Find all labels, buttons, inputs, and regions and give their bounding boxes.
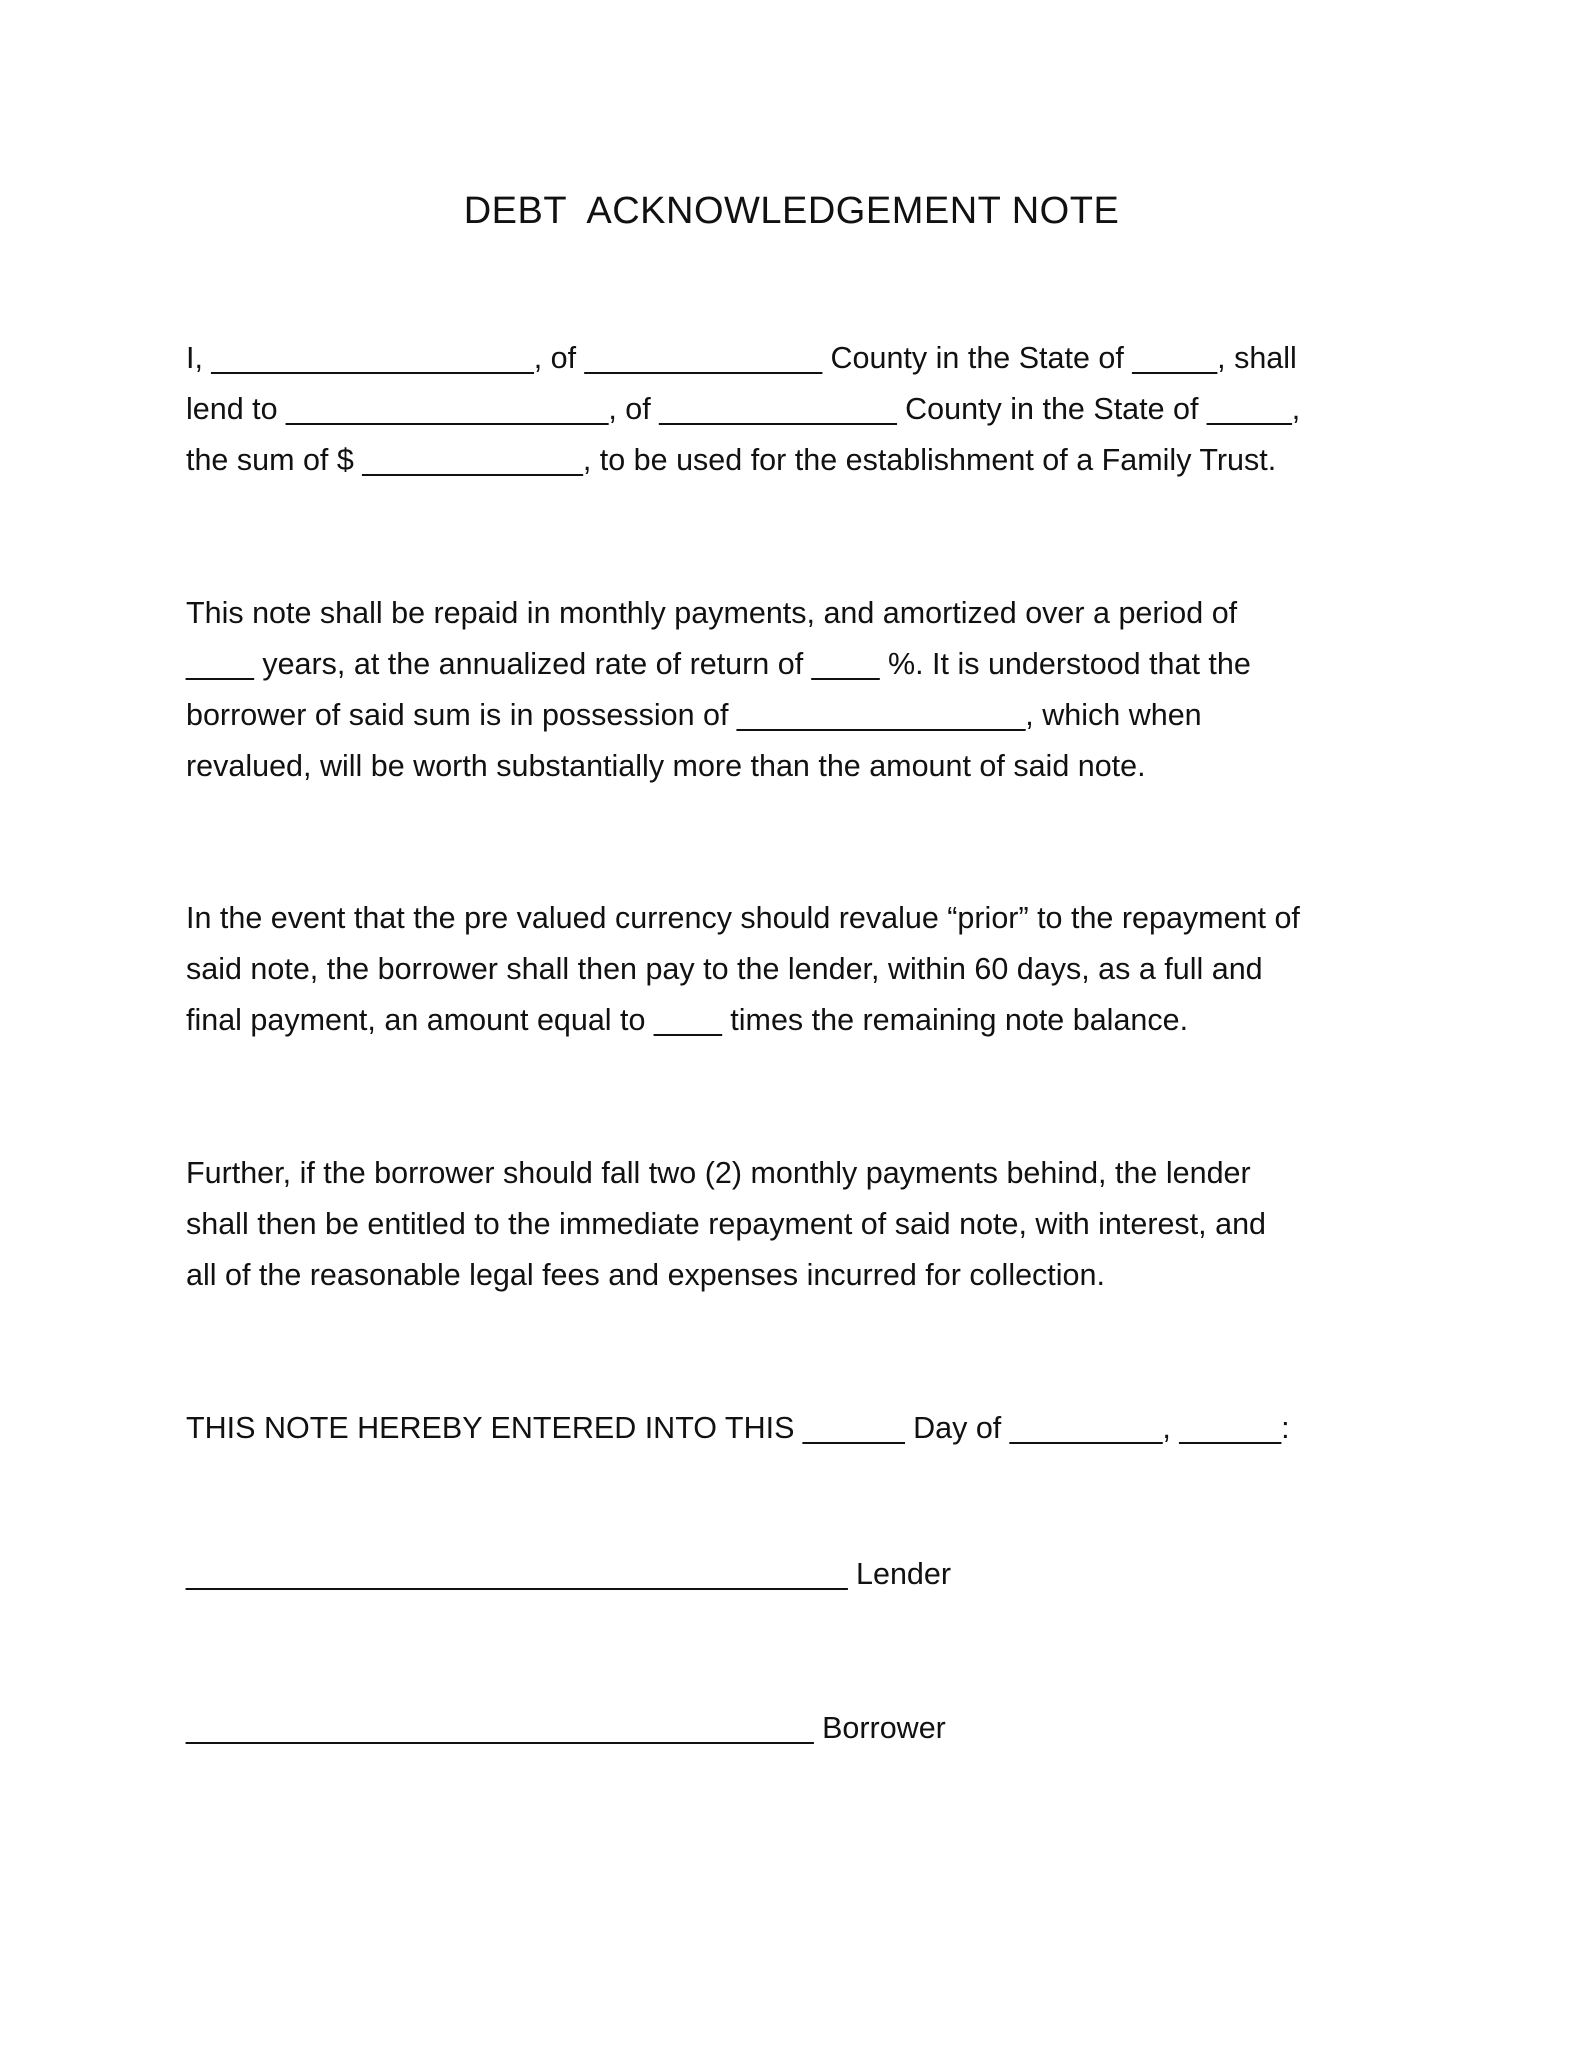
text-line: lend to ___________________, of ______________ County in the State of _____, [186,392,1301,426]
lender-signature-line: _______________________________________ Lender [186,1557,951,1591]
paragraph-parties [186,333,1416,486]
paragraph-revaluation [186,893,1416,1046]
text-line: Further, if the borrower should fall two (2) monthly payments behind, the lender [186,1156,1251,1190]
text-line: In the event that the pre valued currency should revalue “prior” to the repayment of [186,901,1300,935]
text-line: This note shall be repaid in monthly payments, and amortized over a period of [186,596,1238,630]
entered-date-line [186,1403,1416,1454]
text-line: said note, the borrower shall then pay to the lender, within 60 days, as a full and [186,952,1263,986]
text-line: borrower of said sum is in possession of _________________, which when [186,698,1202,732]
text-line: ____ years, at the annualized rate of return of ____ %. It is understood that the [186,647,1251,681]
paragraph-repayment [186,588,1416,792]
text-line: the sum of $ _____________, to be used for the establishment of a Family Trust. [186,443,1277,477]
text-line: THIS NOTE HEREBY ENTERED INTO THIS ______ Day of _________, ______: [186,1411,1290,1445]
text-line: shall then be entitled to the immediate repayment of said note, with interest, and [186,1207,1266,1241]
document-title: DEBT ACKNOWLEDGEMENT NOTE [463,190,1120,232]
text-line: I, ___________________, of ______________ County in the State of _____, shall [186,341,1297,375]
paragraph-default [186,1148,1416,1301]
text-line: revalued, will be worth substantially more than the amount of said note. [186,749,1146,783]
text-line: all of the reasonable legal fees and expenses incurred for collection. [186,1258,1105,1292]
text-line: final payment, an amount equal to ____ times the remaining note balance. [186,1003,1189,1037]
borrower-signature-line: _____________________________________ Borrower [186,1711,946,1745]
